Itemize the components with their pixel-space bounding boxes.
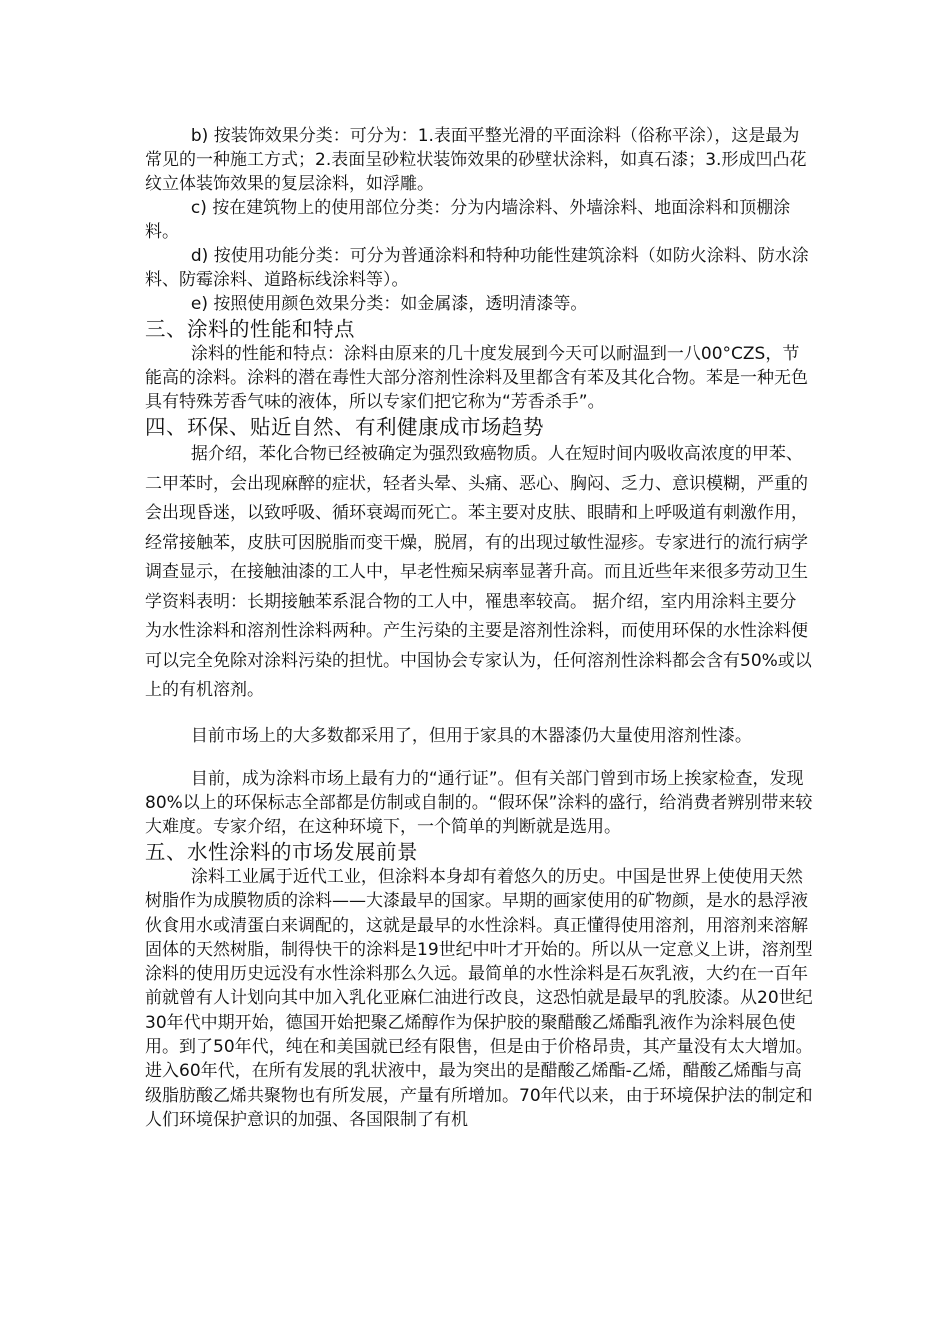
section-4-heading: 四、环保、贴近自然、有利健康成市场趋势 <box>145 415 544 439</box>
section-4-paragraph-2: 目前市场上的大多数都采用了，但用于家具的木器漆仍大量使用溶剂性漆。 <box>190 725 752 746</box>
paragraph-classification-b: b) 按装饰效果分类：可分为：1.表面平整光滑的平面涂料（俗称平涂），这是最为常见的一种施工方式；2.表面呈砂粒状装饰效果的砂壁状涂料，如真石漆；3.形成凹凸花纹立体装饰效果的复层涂料，如浮雕。 <box>145 126 807 194</box>
paragraph-gap <box>145 751 813 767</box>
section-5-paragraph: 涂料工业属于近代工业，但涂料本身却有着悠久的历史。中国是世界上使使用天然树脂作为成膜物质的涂料——大漆最早的国家。早期的画家使用的矿物颜，是水的悬浮液伙食用水或清蛋白来调配的，这就是最早的水性涂料。真正懂得使用溶剂，用溶剂来溶解固体的天然树脂，制得快干的涂料是19世纪中叶才开始的。所以从一定意义上讲，溶剂型涂料的使用历史远没有水性涂料那么久远。最简单的水性涂料是石灰乳液，大约在一百年前就曾有人计划向其中加入乳化亚麻仁油进行改良，这恐怕就是最早的乳胶漆。从20世纪30年代中期开始，德国开始把聚乙烯醇作为保护胶的聚醋酸乙烯酯乳液作为涂料展色使用。到了50年代，纯在和美国就已经有限售，但是由于价格昂贵，其产量没有太大增加。进入60年代，在所有发展的乳状液中，最为突出的是醋酸乙烯酯-乙烯，醋酸乙烯酯与高级脂肪酸乙烯共聚物也有所发展，产量有所增加。70年代以来，由于环境保护法的制定和人们环境保护意识的加强、各国限制了有机 <box>145 867 813 1130</box>
section-3-paragraph: 涂料的性能和特点：涂料由原来的几十度发展到今天可以耐温到一八00°CZS，节能高的涂料。涂料的潜在毒性大部分溶剂性涂料及里都含有苯及其化合物。苯是一种无色具有特殊芳香气味的液体，所以专家们把它称为“芳香杀手”。 <box>145 344 808 412</box>
document-page <box>145 124 813 1132</box>
section-4-paragraph-3: 目前，成为涂料市场上最有力的“通行证”。但有关部门曾到市场上挨家检查，发现80%以上的环保标志全部都是仿制或自制的。“假环保”涂料的盛行，给消费者辨别带来较大难度。专家介绍，在这种环境下，一个简单的判断就是选用。 <box>145 769 813 837</box>
paragraph-gap <box>145 706 813 722</box>
section-4-paragraph-1: 据介绍，苯化合物已经被确定为强烈致癌物质。人在短时间内吸收高浓度的甲苯、二甲苯时，会出现麻醉的症状，轻者头晕、头痛、恶心、胸闷、乏力、意识模糊，严重的会出现昏迷，以致呼吸、循环衰竭而死亡。苯主要对皮肤、眼睛和上呼吸道有刺激作用，经常接触苯，皮肤可因脱脂而变干燥，脱屑，有的出现过敏性湿疹。专家进行的流行病学调查显示，在接触油漆的工人中，早老性痴呆病率显著升高。而且近些年来很多劳动卫生学资料表明：长期接触苯系混合物的工人中，罹患率较高。 据介绍，室内用涂料主要分为水性涂料和溶剂性涂料两种。产生污染的主要是溶剂性涂料，而使用环保的水性涂料便可以完全免除对涂料污染的担忧。中国协会专家认为，任何溶剂性涂料都会含有50%或以上的有机溶剂。 <box>145 444 812 700</box>
paragraph-classification-d: d) 按使用功能分类：可分为普通涂料和特种功能性建筑涂料（如防火涂料、防水涂料、防霉涂料、道路标线涂料等）。 <box>145 246 809 290</box>
paragraph-classification-e: e) 按照使用颜色效果分类：如金属漆，透明清漆等。 <box>190 294 588 314</box>
section-5-heading: 五、水性涂料的市场发展前景 <box>145 840 418 864</box>
section-3-heading: 三、涂料的性能和特点 <box>145 317 355 341</box>
paragraph-classification-c: c) 按在建筑物上的使用部位分类：分为内墙涂料、外墙涂料、地面涂料和顶棚涂料。 <box>145 198 791 242</box>
